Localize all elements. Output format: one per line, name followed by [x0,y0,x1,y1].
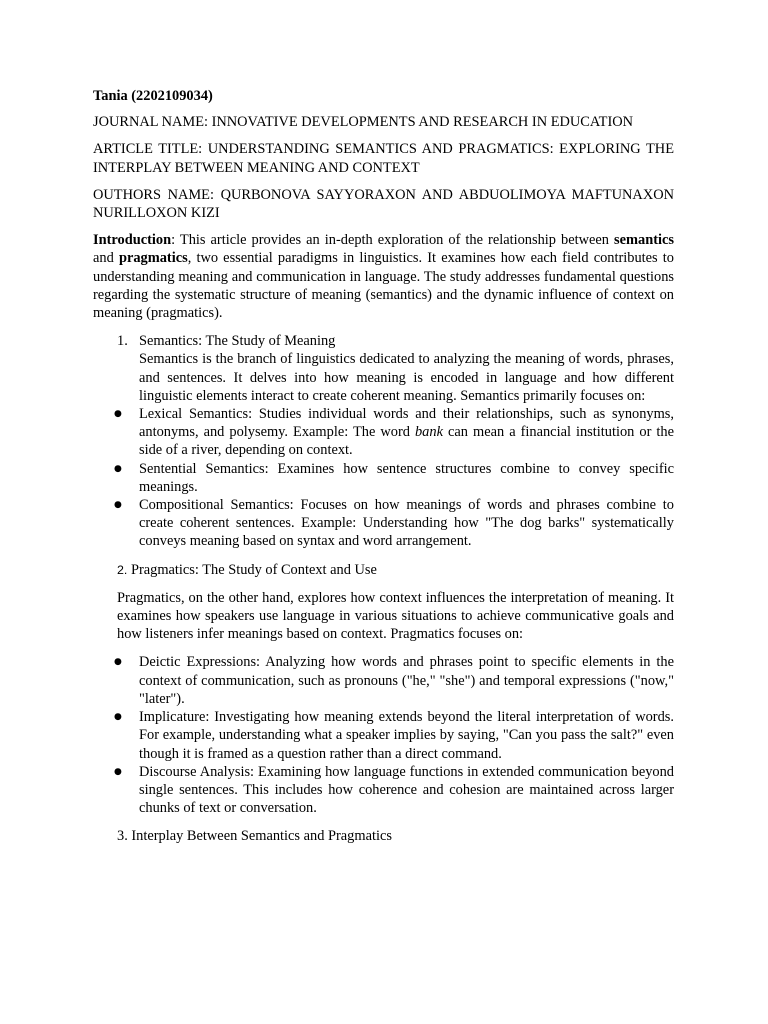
bullet-icon: ● [114,500,122,511]
bullet-text: Sentential Semantics: Examines how sentence structures combine to convey specific meanings. [139,460,674,495]
bullet-item [93,405,674,460]
interplay-heading: 3. Interplay Between Semantics and Pragmatics [117,828,392,845]
bullet-icon: ● [114,463,122,474]
semantics-section [93,332,674,550]
bullet-item [93,496,674,551]
journal-name: JOURNAL NAME: INNOVATIVE DEVELOPMENTS AND RESEARCH IN EDUCATION [93,114,634,131]
bullet-item [93,460,674,496]
bullet-item [93,653,674,708]
bullet-icon: ● [114,409,122,420]
section-body: Semantics is the branch of linguistics dedicated to analyzing the meaning of words, phrases, and sentences. It delves into how meaning is encoded in language and how different linguistic elements interact to create coherent meaning. Semantics primarily focuses on: [139,351,674,404]
bullet-icon: ● [114,657,122,668]
introduction-text-2: and [93,250,119,267]
bullet-italic-term: bank [414,424,443,441]
bullet-text: Compositional Semantics: Focuses on how meanings of words and phrases combine to create coherent sentences. Example: Understanding how "The dog barks" systematically conveys meaning based on syntax and word arrangement. [139,497,674,550]
section-number: 2. [117,562,128,577]
bullet-text: Lexical Semantics: Studies individual words and their relationships, such as synonyms, antonyms, and polysemy. Example: The word [139,406,674,441]
semantics-term: semantics [614,232,674,249]
bullet-text: Deictic Expressions: Analyzing how words and phrases point to specific elements in the context of communication, such as pronouns ("he," "she") and temporal expressions ("now," "later"). [139,654,674,707]
bullet-text: Implicature: Investigating how meaning extends beyond the literal interpretation of words. For example, understanding what a speaker implies by saying, "Can you pass the salt?" even though it is framed as a question rather than a direct command. [139,709,674,762]
section-number: 1. [117,333,128,350]
section-heading: Semantics: The Study of Meaning [139,333,336,350]
introduction-text-1: : This article provides an in-depth exploration of the relationship between [171,232,615,249]
author-line [93,87,674,105]
introduction-label: Introduction [93,232,172,249]
document-page [93,87,674,846]
section-heading: Pragmatics: The Study of Context and Use [127,561,377,578]
semantics-list-item [93,332,674,405]
authors-name: OUTHORS NAME: QURBONOVA SAYYORAXON AND ABDUOLIMOYA MAFTUNAXON NURILLOXON KIZI [93,186,674,222]
introduction-paragraph [93,231,674,322]
pragmatics-paragraph: Pragmatics, on the other hand, explores how context influences the interpretation of meaning. It examines how speakers use language in various situations to achieve communicative goals and how listeners infer meanings based on context. Pragmatics focuses on: [117,589,674,643]
bullet-icon: ● [114,712,122,723]
bullet-item [93,763,674,818]
bullet-icon: ● [114,766,122,777]
bullet-text-continued: can mean a financial institution or the side of a river, depending on context. [139,424,674,459]
bullet-text: Discourse Analysis: Examining how language functions in extended communication beyond single sentences. This includes how coherence and cohesion are maintained across larger chunks of text or conversation. [139,763,674,817]
article-title: ARTICLE TITLE: UNDERSTANDING SEMANTICS AND PRAGMATICS: EXPLORING THE INTERPLAY BETWEEN MEANING AND CONTEXT [93,141,674,176]
author-name: Tania (2202109034) [93,88,213,104]
introduction-text-3: , two essential paradigms in linguistics. It examines how each field contributes to understanding meaning and communication in language. The study addresses fundamental questions regarding the systematic structure of meaning (semantics) and the dynamic influence of context on meaning (pragmatics). [93,250,674,322]
pragmatics-heading [93,561,674,579]
bullet-item [93,708,674,763]
pragmatics-bullet-list [93,653,674,817]
pragmatics-term: pragmatics [118,250,188,267]
